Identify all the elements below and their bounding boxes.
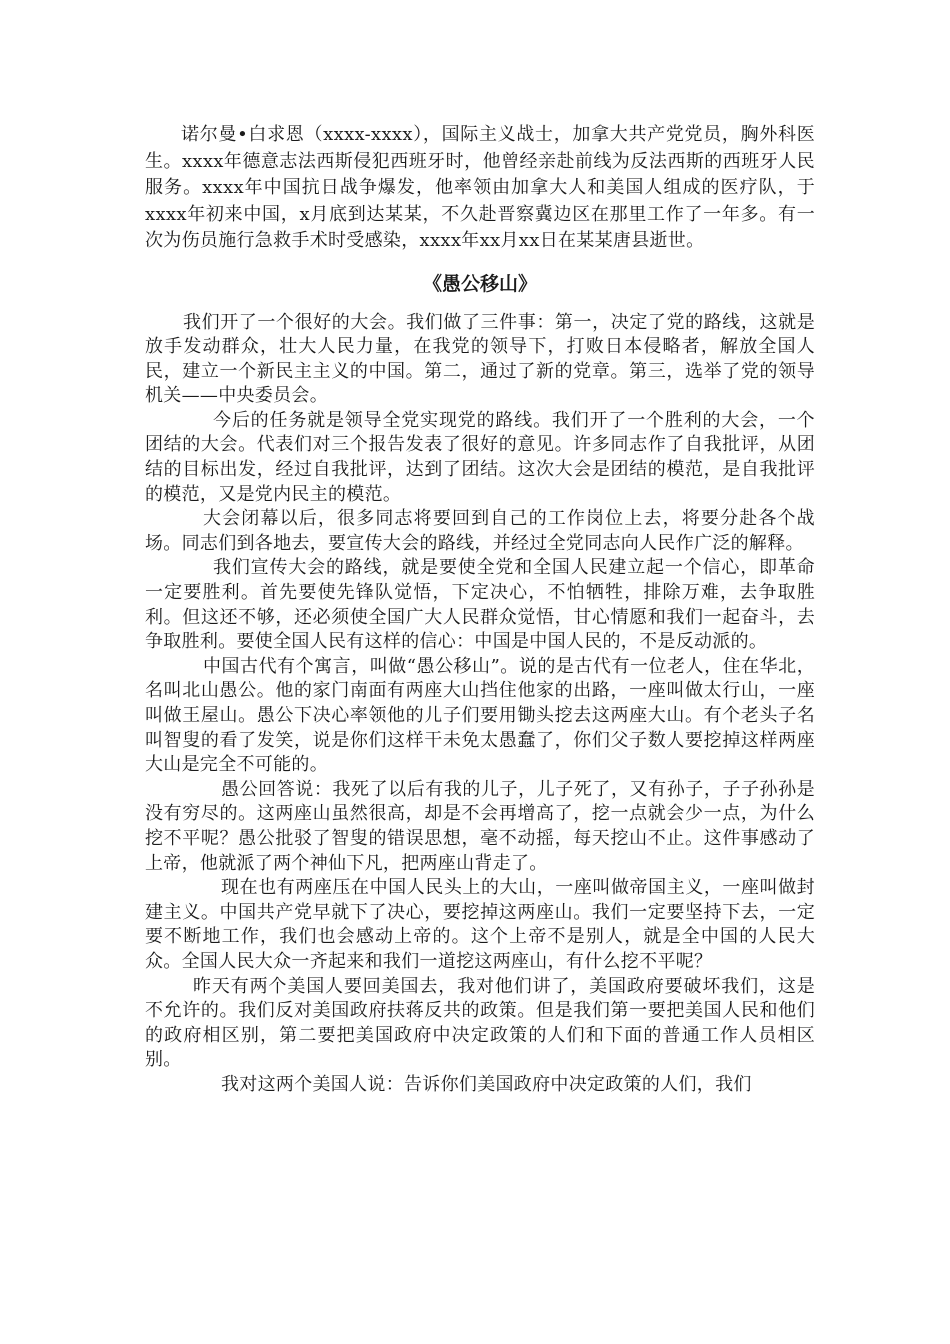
intro-paragraph: 诺尔曼•白求恩（xxxx-xxxx），国际主义战士，加拿大共产党党员，胸外科医生。xxxx年德意志法西斯侵犯西班牙时，他曾经亲赴前线为反法西斯的西班牙人民服务。xxxx年中国抗日战争爆发，他率领由加拿大人和美国人组成的医疗队，于xxxx年初来中国，x月底到达某某，不久赴晋察冀边区在那里工作了一年多。有一次为伤员施行急救手术时受感染，xxxx年xx月xx日在某某唐县逝世。 bbox=[145, 124, 815, 251]
article-paragraph-7: 现在也有两座压在中国人民头上的大山，一座叫做帝国主义，一座叫做封建主义。中国共产党早就下了决心，要挖掉这两座山。我们一定要坚持下去，一定要不断地工作，我们也会感动上帝的。这个上帝不是别人，就是全中国的人民大众。全国人民大众一齐起来和我们一道挖这两座山，有什么挖不平呢？ bbox=[145, 877, 815, 972]
article-paragraph-8: 昨天有两个美国人要回美国去，我对他们讲了，美国政府要破坏我们，这是不允许的。我们反对美国政府扶蒋反共的政策。但是我们第一要把美国人民和他们的政府相区别，第二要把美国政府中决定政策的人们和下面的普通工作人员相区别。 bbox=[145, 975, 815, 1071]
article-paragraph-4: 我们宣传大会的路线，就是要使全党和全国人民建立起一个信心，即革命一定要胜利。首先要使先锋队觉悟，下定决心，不怕牺牲，排除万难，去争取胜利。但这还不够，还必须使全国广大人民群众觉悟，甘心情愿和我们一起奋斗，去争取胜利。要使全国人民有这样的信心：中国是中国人民的，不是反动派的。 bbox=[145, 557, 815, 653]
article-paragraph-6: 愚公回答说：我死了以后有我的儿子，儿子死了，又有孙子，子子孙孙是没有穷尽的。这两座山虽然很高，却是不会再增高了，挖一点就会少一点，为什么挖不平呢？愚公批驳了智叟的错误思想，毫不动摇，每天挖山不止。这件事感动了上帝，他就派了两个神仙下凡，把两座山背走了。 bbox=[145, 778, 815, 874]
document-page bbox=[145, 122, 815, 1098]
article-paragraph-5: 中国古代有个寓言，叫做“愚公移山”。说的是古代有一位老人，住在华北，名叫北山愚公。他的家门南面有两座大山挡住他家的出路，一座叫做太行山，一座叫做王屋山。愚公下决心率领他的儿子们要用锄头挖去这两座大山。有个老头子名叫智叟的看了发笑，说是你们这样干未免太愚蠢了，你们父子数人要挖掉这样两座大山是完全不可能的。 bbox=[145, 655, 815, 776]
article-paragraph-9: 我对这两个美国人说：告诉你们美国政府中决定政策的人们，我们 bbox=[221, 1073, 752, 1095]
article-title: 《愚公移山》 bbox=[422, 272, 537, 295]
article-paragraph-1: 我们开了一个很好的大会。我们做了三件事：第一，决定了党的路线，这就是放手发动群众，壮大人民力量，在我党的领导下，打败日本侵略者，解放全国人民，建立一个新民主主义的中国。第二，通过了新的党章。第三，选举了党的领导机关——中央委员会。 bbox=[145, 311, 815, 407]
article-paragraph-2: 今后的任务就是领导全党实现党的路线。我们开了一个胜利的大会，一个团结的大会。代表们对三个报告发表了很好的意见。许多同志作了自我批评，从团结的目标出发，经过自我批评，达到了团结。这次大会是团结的模范，是自我批评的模范，又是党内民主的模范。 bbox=[145, 409, 815, 505]
article-paragraph-3: 大会闭幕以后，很多同志将要回到自己的工作岗位上去，将要分赴各个战场。同志们到各地去，要宣传大会的路线，并经过全党同志向人民作广泛的解释。 bbox=[145, 508, 815, 554]
